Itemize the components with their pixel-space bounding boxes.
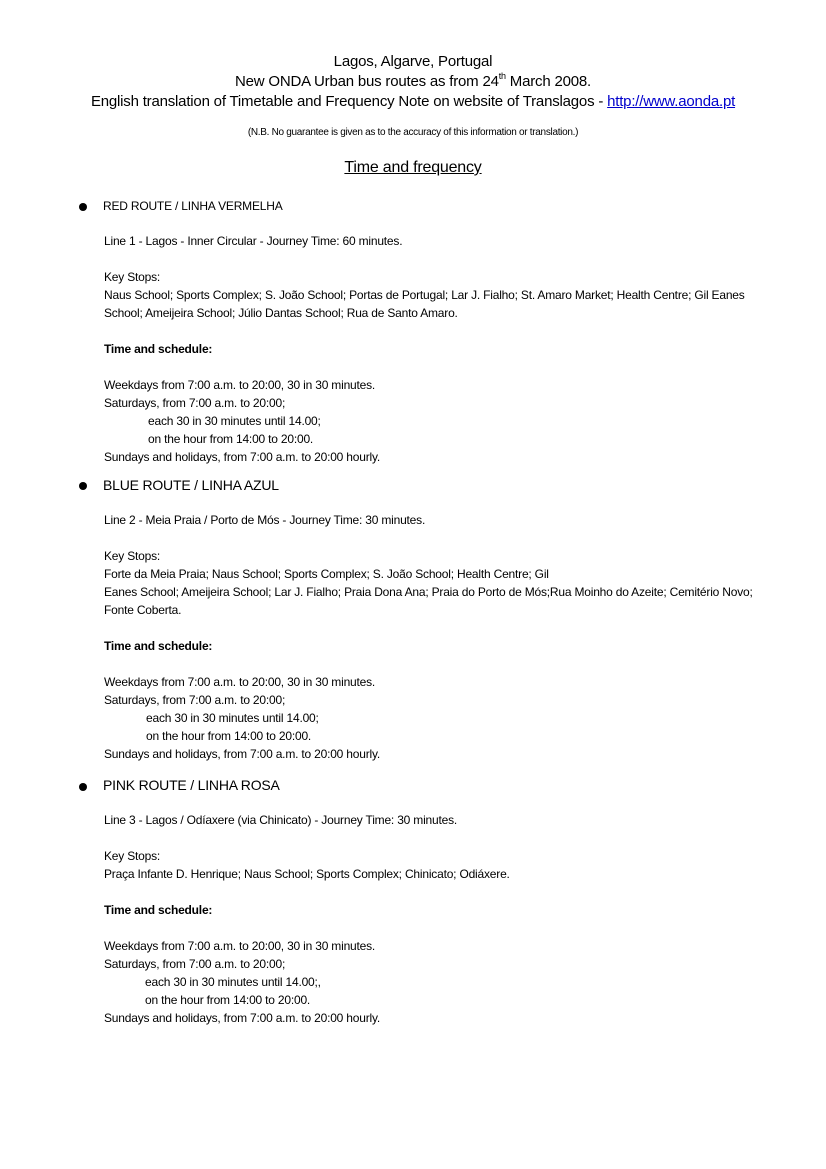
- sundays-schedule: Sundays and holidays, from 7:00 a.m. to 20:00 hourly.: [104, 1011, 381, 1025]
- header-subtitle-date: March 2008.: [505, 73, 591, 90]
- disclaimer: (N.B. No guarantee is given as to the accuracy of this information or translation.): [247, 127, 579, 138]
- header-subtitle-text: New ONDA Urban bus routes as from 24: [234, 73, 499, 90]
- schedule-label: Time and schedule:: [104, 342, 213, 356]
- weekdays-schedule: Weekdays from 7:00 a.m. to 20:00, 30 in 30 minutes.: [104, 378, 376, 392]
- bullet-icon: [79, 482, 87, 490]
- schedule-label: Time and schedule:: [104, 903, 213, 917]
- saturdays-schedule: Saturdays, from 7:00 a.m. to 20:00;: [104, 693, 286, 707]
- route-details: [104, 232, 784, 466]
- header-subtitle-sup: th: [498, 71, 506, 81]
- saturdays-schedule: Saturdays, from 7:00 a.m. to 20:00;: [104, 957, 286, 971]
- route-heading: BLUE ROUTE / LINHA AZUL: [103, 477, 279, 493]
- route-line: Line 2 - Meia Praia / Porto de Mós - Journey Time: 30 minutes.: [104, 513, 426, 527]
- route-details: [104, 511, 784, 763]
- route-line: Line 1 - Lagos - Inner Circular - Journey Time: 60 minutes.: [104, 234, 403, 248]
- route-heading: RED ROUTE / LINHA VERMELHA: [103, 199, 283, 213]
- document-header: [0, 52, 826, 112]
- weekdays-schedule: Weekdays from 7:00 a.m. to 20:00, 30 in 30 minutes.: [104, 675, 376, 689]
- sundays-schedule: Sundays and holidays, from 7:00 a.m. to 20:00 hourly.: [104, 450, 381, 464]
- section-title: Time and frequency: [344, 159, 482, 176]
- key-stops-label: Key Stops:: [104, 549, 161, 563]
- key-stops-label: Key Stops:: [104, 270, 161, 284]
- header-translation-text: English translation of Timetable and Frequency Note on website of Translagos -: [90, 93, 608, 110]
- saturdays-morning: each 30 in 30 minutes until 14.00;: [146, 711, 319, 725]
- sundays-schedule: Sundays and holidays, from 7:00 a.m. to 20:00 hourly.: [104, 747, 381, 761]
- bullet-icon: [79, 203, 87, 211]
- route-line: Line 3 - Lagos / Odíaxere (via Chinicato) - Journey Time: 30 minutes.: [104, 813, 458, 827]
- key-stops-label: Key Stops:: [104, 849, 161, 863]
- weekdays-schedule: Weekdays from 7:00 a.m. to 20:00, 30 in 30 minutes.: [104, 939, 376, 953]
- route-heading: PINK ROUTE / LINHA ROSA: [103, 777, 280, 793]
- key-stops: Naus School; Sports Complex; S. João School; Portas de Portugal; Lar J. Fialho; St. Amaro Market; Health Centre; Gil Eanes School; Ameijeira School; Júlio Dantas School; Rua de Santo Amaro.: [104, 288, 745, 320]
- saturdays-schedule: Saturdays, from 7:00 a.m. to 20:00;: [104, 396, 286, 410]
- bullet-icon: [79, 783, 87, 791]
- route-details: [104, 811, 784, 1027]
- header-subtitle: [0, 72, 826, 92]
- saturdays-afternoon: on the hour from 14:00 to 20:00.: [148, 432, 314, 446]
- saturdays-morning: each 30 in 30 minutes until 14.00;: [148, 414, 321, 428]
- key-stops-line-2: Eanes School; Ameijeira School; Lar J. Fialho; Praia Dona Ana; Praia do Porto de Mós;Rua Moinho do Azeite; Cemitério Novo; Fonte Coberta.: [104, 585, 753, 617]
- website-link[interactable]: http://www.aonda.pt: [607, 93, 736, 110]
- saturdays-morning: each 30 in 30 minutes until 14.00;,: [145, 975, 321, 989]
- key-stops-line-1: Forte da Meia Praia; Naus School; Sports Complex; S. João School; Health Centre; Gil: [104, 567, 549, 581]
- saturdays-afternoon: on the hour from 14:00 to 20:00.: [145, 993, 311, 1007]
- schedule-label: Time and schedule:: [104, 639, 213, 653]
- saturdays-afternoon: on the hour from 14:00 to 20:00.: [146, 729, 312, 743]
- header-translation-note: [0, 92, 826, 112]
- key-stops: Praça Infante D. Henrique; Naus School; Sports Complex; Chinicato; Odiáxere.: [104, 867, 510, 881]
- header-location: Lagos, Algarve, Portugal: [333, 53, 493, 70]
